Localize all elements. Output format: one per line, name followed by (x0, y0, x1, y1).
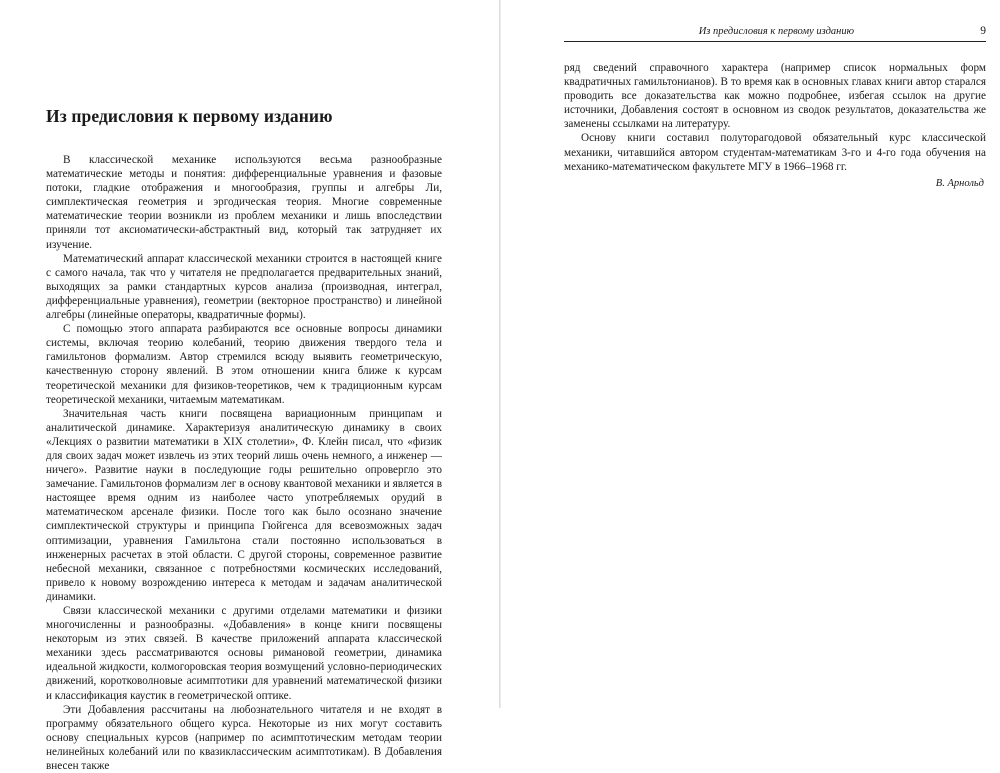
signature-block (564, 174, 986, 204)
author-signature: В. Арнольд (935, 177, 984, 189)
paragraph: Эти Добавления рассчитаны на любознательного читателя и не входят в программу обязательного общего курса. Некоторые из них могут составить основу специальных курсов (например по асимптотическим методам теории нелинейных колебаний или по квазиклассическим асимптотикам). В Добавления внесен также (46, 703, 442, 773)
paragraph: Математический аппарат классической механики строится в настоящей книге с самого начала, так что у читателя не предполагается предварительных знаний, выходящих за рамки стандартных курсов анализа (производная, интеграл, дифференциальные уравнения), геометрии (векторное пространство) и линейной алгебры (линейные операторы, квадратичные формы). (46, 252, 442, 322)
paragraph: Значительная часть книги посвящена вариационным принципам и аналитической динамике. Характеризуя аналитическую динамику в своих «Лекциях о развитии математики в XIX столетии», Ф. Клейн писал, что «физик для своих задач может извлечь из этих теорий лишь очень немного, а инженер — ничего». Развитие науки в последующие годы решительно опровергло это замечание. Гамильтонов формализм лег в основу квантовой механики и является в настоящее время одним из наиболее часто употребляемых орудий в математическом арсенале физики. После того как было осознано значение симплектической структуры и принципа Гюйгенса для всевозможных задач оптимизации, уравнения Гамильтона стали постоянно использоваться в инженерных расчетах в этой области. С другой стороны, современное развитие небесной механики, связанное с потребностями космических исследований, привело к новому возрождению интереса к методам и задачам аналитической динамики. (46, 407, 442, 603)
right-page (501, 0, 1000, 708)
page-number: 9 (980, 25, 986, 37)
paragraph: В классической механике используются весьма разнообразные математические методы и понятия: дифференциальные уравнения и фазовые потоки, гладкие отображения и многообразия, группы и алгебры Ли, симплектическая геометрия и эргодическая теория. Многие современные математические теории возникли из проблем механики и лишь впоследствии приняли тот аксиоматически-абстрактный вид, который так затрудняет их изучение. (46, 154, 442, 251)
running-title: Из предисловия к первому изданию (698, 26, 854, 37)
chapter-title: Из предисловия к первому изданию (46, 106, 333, 126)
paragraph: С помощью этого аппарата разбираются все основные вопросы динамики системы, включая теорию колебаний, теорию движения твердого тела и гамильтонов формализм. Автор стремился всюду выявить геометрическую, качественную сторону явлений. В этом отношении книга ближе к курсам теоретической механики для физиков-теоретиков, чем к традиционным курсам теоретической механики, читаемым математикам. (46, 323, 442, 406)
right-page-body (564, 61, 986, 204)
left-page-body (46, 153, 442, 773)
running-head (564, 25, 986, 42)
paragraph: Связи классической механики с другими отделами математики и физики многочисленны и разнообразны. «Добавления» в конце книги посвящены некоторым из этих связей. В качестве приложений аппарата классической механики здесь рассматриваются основы римановой геометрии, динамика идеальной жидкости, колмогоровская теория возмущений условно-периодических движений, коротковолновые асимптотики для уравнений математической физики и классификация каустик в геометрической оптике. (46, 605, 442, 702)
paragraph: ряд сведений справочного характера (например список нормальных форм квадратичных гамильтонианов). В то время как в основных главах книги автор старался проводить все доказательства как можно подробнее, избегая ссылок на другие источники, Добавления состоят в основном из сводок результатов, доказательства же заменены ссылками на литературу. (564, 62, 986, 131)
paragraph: Основу книги составил полуторагодовой обязательный курс классической механики, читавшийся автором студентам-математикам 3-го и 4-го года обучения на механико-математическом факультете МГУ в 1966–1968 гг. (564, 132, 986, 173)
